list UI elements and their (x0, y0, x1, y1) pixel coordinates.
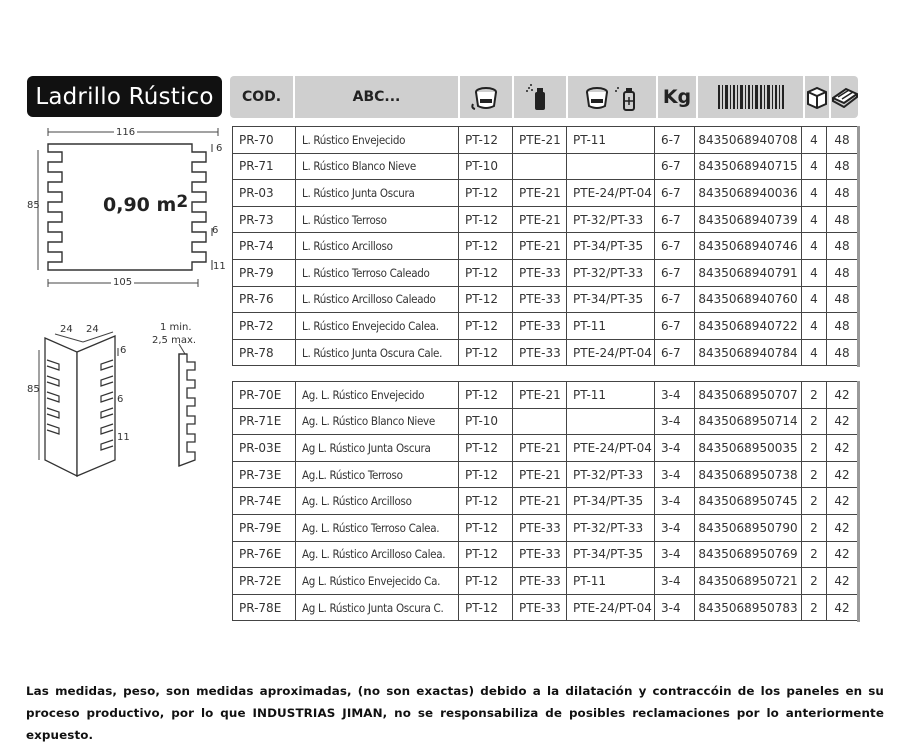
corner-notch-top-label: 6 (120, 345, 127, 356)
weight: 6-7 (655, 286, 695, 313)
boxes-per-pallet: 42 (827, 514, 858, 541)
combo-code: PTE-24/PT-04 (567, 339, 655, 366)
weight: 6-7 (655, 233, 695, 260)
product-description: L. Rústico Terroso Caleado (296, 259, 459, 286)
product-code: PR-73E (233, 461, 296, 488)
product-description: L. Rústico Junta Oscura Cale. (296, 339, 459, 366)
weight: 6-7 (655, 127, 695, 154)
grout-code: PT-12 (459, 568, 513, 595)
product-code: PR-79E (233, 514, 296, 541)
header-abc: ABC... (352, 89, 401, 105)
table-row (233, 488, 858, 515)
table-row (233, 594, 858, 621)
product-description: Ag L. Rústico Junta Oscura C. (296, 594, 459, 621)
grout-code: PT-12 (459, 541, 513, 568)
units-per-box: 2 (802, 461, 827, 488)
product-description: Ag.L. Rústico Terroso (296, 461, 459, 488)
product-description: Ag. L. Rústico Arcilloso Calea. (296, 541, 459, 568)
notch-top-label: 6 (216, 143, 223, 154)
units-per-box: 4 (802, 313, 827, 340)
ean-barcode: 8435068940722 (695, 313, 802, 340)
page-title: Ladrillo Rústico (27, 76, 222, 117)
bottom-width-label: 105 (113, 277, 133, 288)
table-row (233, 127, 858, 154)
product-description: L. Rústico Envejecido Calea. (296, 313, 459, 340)
header-cod: COD. (241, 89, 282, 105)
corner-height-label: 85 (27, 384, 40, 395)
spray-code: PTE-21 (513, 180, 567, 207)
combo-code (567, 153, 655, 180)
combo-code: PTE-24/PT-04 (567, 435, 655, 462)
grout-code: PT-12 (459, 233, 513, 260)
weight: 3-4 (655, 514, 695, 541)
spray-code (513, 153, 567, 180)
units-per-box: 4 (802, 233, 827, 260)
grout-code: PT-12 (459, 339, 513, 366)
boxes-per-pallet: 48 (827, 127, 858, 154)
table-row (233, 233, 858, 260)
units-per-box: 4 (802, 206, 827, 233)
grout-code: PT-12 (459, 286, 513, 313)
table-row (233, 286, 858, 313)
weight: 6-7 (655, 313, 695, 340)
product-description: Ag L. Rústico Junta Oscura (296, 435, 459, 462)
ean-barcode: 8435068940760 (695, 286, 802, 313)
combo-code: PT-34/PT-35 (567, 286, 655, 313)
product-description: Ag. L. Rústico Blanco Nieve (296, 408, 459, 435)
ean-barcode: 8435068940791 (695, 259, 802, 286)
table-row (233, 259, 858, 286)
boxes-per-pallet: 42 (827, 461, 858, 488)
box-icon (805, 76, 829, 118)
grout-code: PT-12 (459, 127, 513, 154)
boxes-per-pallet: 48 (827, 153, 858, 180)
boxes-per-pallet: 42 (827, 541, 858, 568)
boxes-per-pallet: 48 (827, 286, 858, 313)
thickness-profile-diagram (165, 340, 215, 470)
combo-code: PT-11 (567, 382, 655, 409)
grout-code: PT-12 (459, 382, 513, 409)
ean-barcode: 8435068940739 (695, 206, 802, 233)
ean-barcode: 8435068940746 (695, 233, 802, 260)
grout-code: PT-12 (459, 206, 513, 233)
spray-code: PTE-33 (513, 313, 567, 340)
combo-code: PT-32/PT-33 (567, 461, 655, 488)
product-code: PR-76E (233, 541, 296, 568)
corner-notch-bottom-label: 11 (117, 432, 130, 443)
combo-code: PT-32/PT-33 (567, 206, 655, 233)
spray-code: PTE-21 (513, 206, 567, 233)
product-description: L. Rústico Arcilloso (296, 233, 459, 260)
combo-code: PT-34/PT-35 (567, 541, 655, 568)
units-per-box: 2 (802, 568, 827, 595)
boxes-per-pallet: 48 (827, 313, 858, 340)
spray-code: PTE-33 (513, 594, 567, 621)
table-row (233, 541, 858, 568)
table-row (233, 339, 858, 366)
ean-barcode: 8435068950790 (695, 514, 802, 541)
boxes-per-pallet: 48 (827, 339, 858, 366)
boxes-per-pallet: 42 (827, 568, 858, 595)
ean-barcode: 8435068950738 (695, 461, 802, 488)
units-per-box: 2 (802, 488, 827, 515)
weight: 3-4 (655, 461, 695, 488)
boxes-per-pallet: 48 (827, 206, 858, 233)
thickness-min-label: 1 min. (160, 322, 192, 333)
weight: 3-4 (655, 488, 695, 515)
boxes-per-pallet: 48 (827, 233, 858, 260)
product-code: PR-76 (233, 286, 296, 313)
boxes-per-pallet: 48 (827, 180, 858, 207)
spray-code: PTE-21 (513, 233, 567, 260)
product-code: PR-74E (233, 488, 296, 515)
table-row (233, 153, 858, 180)
boxes-per-pallet: 42 (827, 488, 858, 515)
corner-right-label: 24 (86, 324, 99, 335)
ean-barcode: 8435068940036 (695, 180, 802, 207)
product-code: PR-03E (233, 435, 296, 462)
weight: 6-7 (655, 206, 695, 233)
combo-code: PTE-24/PT-04 (567, 180, 655, 207)
combo-code: PT-11 (567, 313, 655, 340)
table-row (233, 514, 858, 541)
units-per-box: 2 (802, 541, 827, 568)
grout-code: PT-12 (459, 435, 513, 462)
units-per-box: 4 (802, 339, 827, 366)
ean-barcode: 8435068940784 (695, 339, 802, 366)
product-code: PR-03 (233, 180, 296, 207)
grout-code: PT-12 (459, 259, 513, 286)
product-description: Ag. L. Rústico Terroso Calea. (296, 514, 459, 541)
grout-code: PT-12 (459, 461, 513, 488)
product-table (232, 126, 858, 366)
product-description: Ag. L. Rústico Arcilloso (296, 488, 459, 515)
spray-code: PTE-21 (513, 382, 567, 409)
product-description: L. Rústico Junta Oscura (296, 180, 459, 207)
table-row (233, 461, 858, 488)
units-per-box: 2 (802, 435, 827, 462)
thickness-max-label: 2,5 max. (152, 335, 197, 346)
grout-code: PT-10 (459, 153, 513, 180)
weight: 6-7 (655, 180, 695, 207)
table-row (233, 206, 858, 233)
grout-code: PT-12 (459, 594, 513, 621)
table-header (230, 76, 858, 118)
boxes-per-pallet: 42 (827, 594, 858, 621)
notch-bottom-label: 11 (213, 261, 226, 272)
weight: 6-7 (655, 153, 695, 180)
spray-code: PTE-21 (513, 488, 567, 515)
product-description: L. Rústico Arcilloso Caleado (296, 286, 459, 313)
grout-code: PT-12 (459, 488, 513, 515)
ean-barcode: 8435068950035 (695, 435, 802, 462)
table-row (233, 180, 858, 207)
spray-code: PTE-33 (513, 541, 567, 568)
ean-barcode: 8435068940715 (695, 153, 802, 180)
product-description: L. Rústico Blanco Nieve (296, 153, 459, 180)
disclaimer-text: Las medidas, peso, son medidas aproximadas, (no son exactas) debido a la dilatación y contraccóin de los paneles en su proceso productivo, por lo que INDUSTRIAS JIMAN, no se responsabiliza de posibles reclamaciones por lo anteriormente expuesto. (26, 684, 884, 742)
grout-code: PT-10 (459, 408, 513, 435)
grout-code: PT-12 (459, 514, 513, 541)
spray-code: PTE-21 (513, 461, 567, 488)
header-kg: Kg (662, 86, 692, 108)
product-code: PR-78 (233, 339, 296, 366)
product-code: PR-72E (233, 568, 296, 595)
product-code: PR-73 (233, 206, 296, 233)
combo-code (567, 408, 655, 435)
product-code: PR-71 (233, 153, 296, 180)
ean-barcode: 8435068950707 (695, 382, 802, 409)
weight: 6-7 (655, 339, 695, 366)
product-description: Ag. L. Rústico Envejecido (296, 382, 459, 409)
units-per-box: 2 (802, 382, 827, 409)
units-per-box: 4 (802, 127, 827, 154)
top-width-label: 116 (116, 127, 136, 138)
product-code: PR-70 (233, 127, 296, 154)
weight: 3-4 (655, 594, 695, 621)
table-row (233, 435, 858, 462)
combo-code: PT-32/PT-33 (567, 259, 655, 286)
ean-barcode: 8435068950783 (695, 594, 802, 621)
weight: 3-4 (655, 568, 695, 595)
units-per-box: 4 (802, 180, 827, 207)
spray-code: PTE-33 (513, 259, 567, 286)
product-description: L. Rústico Envejecido (296, 127, 459, 154)
boxes-per-pallet: 42 (827, 382, 858, 409)
weight: 3-4 (655, 435, 695, 462)
ean-barcode: 8435068950721 (695, 568, 802, 595)
weight: 3-4 (655, 541, 695, 568)
boxes-per-pallet: 42 (827, 435, 858, 462)
units-per-box: 2 (802, 594, 827, 621)
product-code: PR-72 (233, 313, 296, 340)
spray-code: PTE-33 (513, 286, 567, 313)
spray-code: PTE-33 (513, 568, 567, 595)
product-description: L. Rústico Terroso (296, 206, 459, 233)
table-row (233, 408, 858, 435)
corner-left-label: 24 (60, 324, 73, 335)
weight: 3-4 (655, 382, 695, 409)
barcode-icon (698, 76, 803, 118)
corner-product-table (232, 381, 858, 621)
boxes-per-pallet: 42 (827, 408, 858, 435)
combo-code: PT-11 (567, 568, 655, 595)
table-row (233, 313, 858, 340)
product-code: PR-70E (233, 382, 296, 409)
grout-pot-and-spray-icon (568, 76, 656, 118)
product-code: PR-71E (233, 408, 296, 435)
corner-notch-mid-label: 6 (117, 394, 124, 405)
combo-code: PT-11 (567, 127, 655, 154)
height-label: 85 (27, 200, 40, 211)
spray-code: PTE-33 (513, 339, 567, 366)
combo-code: PT-32/PT-33 (567, 514, 655, 541)
units-per-box: 2 (802, 514, 827, 541)
spray-can-icon (514, 76, 566, 118)
combo-code: PTE-24/PT-04 (567, 594, 655, 621)
table-row (233, 568, 858, 595)
product-code: PR-78E (233, 594, 296, 621)
notch-mid-label: 6 (212, 225, 219, 236)
units-per-box: 2 (802, 408, 827, 435)
spray-code (513, 408, 567, 435)
product-code: PR-79 (233, 259, 296, 286)
ean-barcode: 8435068950769 (695, 541, 802, 568)
spray-code: PTE-33 (513, 514, 567, 541)
pallet-icon (831, 76, 858, 118)
ean-barcode: 8435068950745 (695, 488, 802, 515)
spray-code: PTE-21 (513, 435, 567, 462)
product-code: PR-74 (233, 233, 296, 260)
ean-barcode: 8435068940708 (695, 127, 802, 154)
grout-code: PT-12 (459, 313, 513, 340)
weight: 6-7 (655, 259, 695, 286)
ean-barcode: 8435068950714 (695, 408, 802, 435)
units-per-box: 4 (802, 286, 827, 313)
combo-code: PT-34/PT-35 (567, 488, 655, 515)
area-value: 0,90 $m^2$ (103, 192, 189, 216)
weight: 3-4 (655, 408, 695, 435)
combo-code: PT-34/PT-35 (567, 233, 655, 260)
units-per-box: 4 (802, 153, 827, 180)
grout-pot-icon (460, 76, 512, 118)
grout-code: PT-12 (459, 180, 513, 207)
spray-code: PTE-21 (513, 127, 567, 154)
units-per-box: 4 (802, 259, 827, 286)
product-description: Ag L. Rústico Envejecido Ca. (296, 568, 459, 595)
table-row (233, 382, 858, 409)
boxes-per-pallet: 48 (827, 259, 858, 286)
